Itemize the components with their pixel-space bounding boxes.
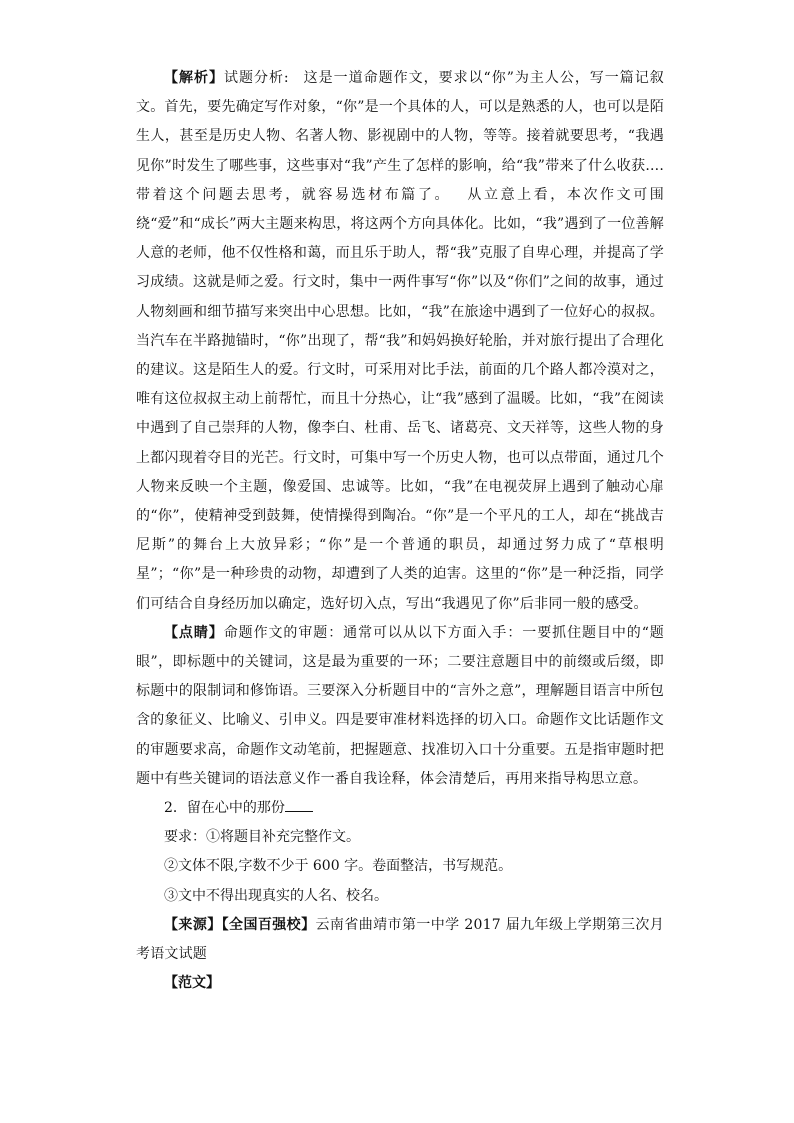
document-page	[136, 64, 664, 999]
comment-label: 【点睛】	[164, 624, 224, 641]
requirement-line-2: ②文体不限,字数不少于 600 字。卷面整洁，书写规范。	[164, 858, 513, 875]
source-label: 【来源】	[164, 916, 222, 933]
comment-body: 命题作文的审题：通常可以从以下方面入手：一要抓住题目中的“题眼”，即标题中的关键词，这是最为重要的一环；二要注意题目中的前缀或后缀，即标题中的限制词和修饰语。三要深入分析题目中的“言外之意”，理解题目语言中所包含的象征义、比喻义、引申义。四是要审准材料选择的切入口。命题作文比话题作文的审题要求高，命题作文动笔前，把握题意、找准切入口十分重要。五是指审题时把题中有些关键词的语法意义作一番自我诠释，体会清楚后，再用来指导构思立意。	[136, 624, 664, 787]
source-tag: 【全国百强校】	[221, 916, 316, 933]
source-text: 云南省曲靖市第一中学 2017 届九年级上学期第三次月考语文试题	[136, 916, 664, 963]
analysis-paragraph	[136, 64, 664, 619]
requirement-line-3: ③文中不得出现真实的人名、校名。	[164, 887, 388, 904]
sample-heading: 【范文】	[164, 975, 220, 992]
analysis-label: 【解析】	[164, 70, 224, 86]
analysis-intro: 试题分析:	[223, 70, 289, 86]
question-title: 2．留在心中的那份	[136, 794, 664, 823]
title-blank	[285, 797, 313, 812]
comment-paragraph	[136, 619, 664, 794]
requirement-label: 要求：	[164, 829, 206, 846]
analysis-body: 这是一道命题作文，要求以“你”为主人公，写一篇记叙文。首先，要先确定写作对象，“你”是一个具体的人，可以是熟悉的人，也可以是陌生人，甚至是历史人物、名著人物、影视剧中的人物，等等。接着就要思考，“我遇见你”时发生了哪些事，这些事对“我”产生了怎样的影响，给“我”带来了什么收获....带着这个问题去思考，就容易选材布篇了。	[136, 70, 664, 203]
analysis-body-continued: 从立意上看，本次作文可围绕“爱”和“成长”两大主题来构思，将这两个方向具体化。比如，“我”遇到了一位善解人意的老师，他不仅性格和蔼，而且乐于助人，帮“我”克服了自卑心理，并提高了学习成绩。这就是师之爱。行文时，集中一两件事写“你”以及“你们”之间的故事，通过人物刻画和细节描写来突出中心思想。比如，“我”在旅途中遇到了一位好心的叔叔。当汽车在半路抛锚时，“你”出现了，帮“我”和妈妈换好轮胎，并对旅行提出了合理化的建议。这是陌生人的爱。行文时，可采用对比手法，前面的几个路人都冷漠对之，唯有这位叔叔主动上前帮忙，而且十分热心，让“我”感到了温暖。比如，“我”在阅读中遇到了自己崇拜的人物，像李白、杜甫、岳飞、诸葛亮、文天祥等，这些人物的身上都闪现着夺目的光芒。行文时，可集中写一个历史人物，也可以点带面，通过几个人物来反映一个主题，像爱国、忠诚等。比如，“我”在电视荧屏上遇到了触动心扉的“你”，使精神受到鼓舞，使情操得到陶冶。“你”是一个平凡的工人，却在“挑战吉尼斯”的舞台上大放异彩；“你”是一个普通的职员，却通过努力成了“草根明星”；“你”是一种珍贵的动物，却遭到了人类的迫害。这里的“你”是一种泛指，同学们可结合自身经历加以确定，选好切入点，写出“我遇见了你”后非同一般的感受。	[136, 186, 664, 612]
requirement-line-1: 要求：①将题目补充完整作文。	[164, 829, 360, 846]
source-paragraph	[136, 911, 664, 969]
